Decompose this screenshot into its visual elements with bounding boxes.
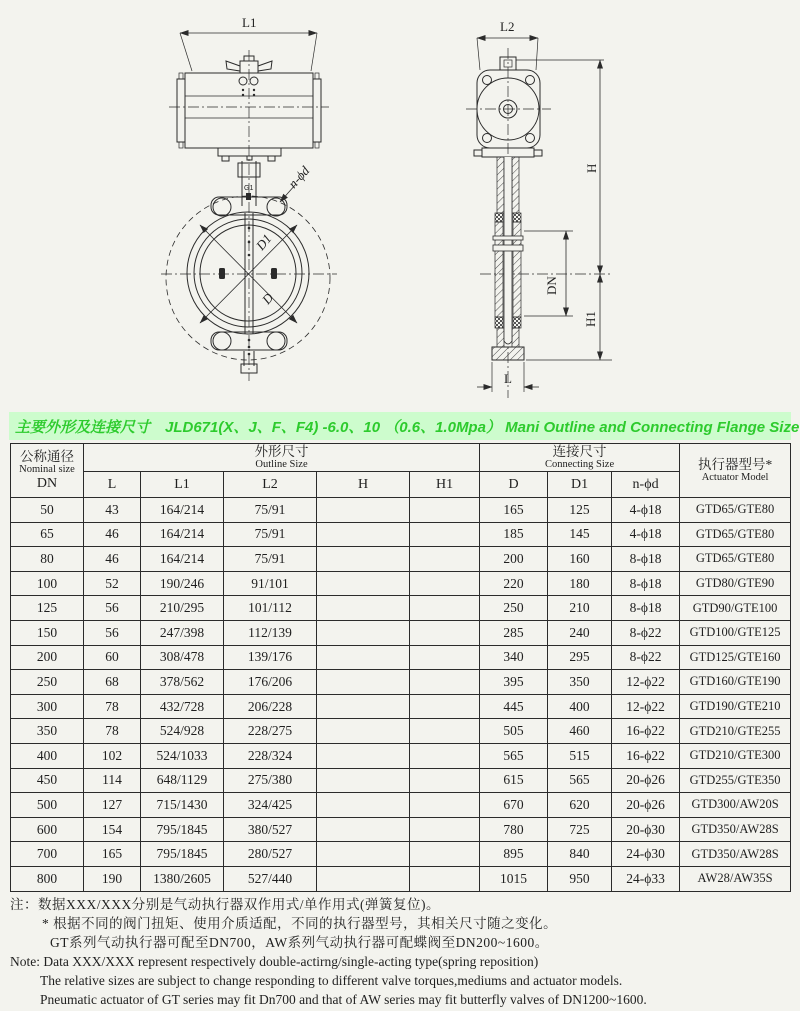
table-cell: 8-ϕ18 (612, 571, 680, 596)
table-cell (317, 522, 410, 547)
dim-label-h: H (584, 163, 599, 173)
table-cell: 378/562 (141, 670, 224, 695)
table-cell: 250 (480, 596, 548, 621)
table-cell: 16-ϕ22 (612, 719, 680, 744)
header-connecting-size (480, 444, 680, 472)
table-cell: 165 (84, 842, 141, 867)
table-cell: 324/425 (224, 793, 317, 818)
table-row (11, 596, 791, 621)
col-header-H1: H1 (410, 472, 480, 498)
table-cell: 176/206 (224, 670, 317, 695)
table-cell (410, 547, 480, 572)
header-nominal-size (11, 444, 84, 498)
note-line: GT系列气动执行器可配至DN700，AW系列气动执行器可配蝶阀至DN200~1600。 (50, 934, 549, 950)
table-cell: 91/101 (224, 571, 317, 596)
table-cell: 75/91 (224, 498, 317, 523)
table-cell (410, 719, 480, 744)
table-cell: 43 (84, 498, 141, 523)
table-cell: 75/91 (224, 522, 317, 547)
table-cell: 12-ϕ22 (612, 694, 680, 719)
table-cell: 340 (480, 645, 548, 670)
table-cell (317, 866, 410, 891)
table-cell: 164/214 (141, 498, 224, 523)
dim-label-d: D (258, 290, 277, 307)
table-cell: 165 (480, 498, 548, 523)
table-cell: 670 (480, 793, 548, 818)
table-row (11, 645, 791, 670)
table-cell: 20-ϕ26 (612, 793, 680, 818)
table-cell (317, 842, 410, 867)
table-row (11, 670, 791, 695)
col-header-D1: D1 (548, 472, 612, 498)
table-cell: 145 (548, 522, 612, 547)
note-line: Pneumatic actuator of GT series may fit Dn700 and that of AW series may fit butterfly valves of DN1200~1600. (40, 991, 647, 1007)
table-cell: 125 (548, 498, 612, 523)
table-cell (410, 620, 480, 645)
note-line: * 根据不同的阀门扭矩、使用介质适配，不同的执行器型号，其相关尺寸随之变化。 (42, 915, 558, 931)
dim-label-d1: D1 (252, 231, 275, 253)
dim-label-l2: L2 (500, 19, 515, 34)
table-cell: 725 (548, 817, 612, 842)
table-cell: 52 (84, 571, 141, 596)
table-cell (317, 547, 410, 572)
table-cell: 308/478 (141, 645, 224, 670)
table-cell (410, 793, 480, 818)
table-cell (410, 768, 480, 793)
table-row (11, 719, 791, 744)
col-header-L2: L2 (224, 472, 317, 498)
table-cell: 160 (548, 547, 612, 572)
table-cell: 125 (11, 596, 84, 621)
table-cell: 247/398 (141, 620, 224, 645)
table-cell: 1380/2605 (141, 866, 224, 891)
header-actuator-model (680, 444, 791, 498)
table-cell: GTD255/GTE350 (680, 768, 791, 793)
table-cell: 8-ϕ18 (612, 547, 680, 572)
table-cell: 275/380 (224, 768, 317, 793)
table-cell: 190/246 (141, 571, 224, 596)
table-cell: GTD210/GTE255 (680, 719, 791, 744)
table-cell: 285 (480, 620, 548, 645)
table-cell: 127 (84, 793, 141, 818)
table-row (11, 522, 791, 547)
table-cell (410, 743, 480, 768)
table-cell: 380/527 (224, 817, 317, 842)
table-cell: 460 (548, 719, 612, 744)
header-actuator-zh: 执行器型号* (697, 457, 773, 472)
section-title: 主要外形及连接尺寸 JLD671(X、J、F、F4) -6.0、10 （0.6、1.0Mpa） Mani Outline and Connecting Flange Size (9, 412, 791, 440)
dim-label-l: L (504, 371, 512, 386)
front-view (161, 15, 337, 381)
table-cell: 450 (11, 768, 84, 793)
table-row (11, 694, 791, 719)
table-cell (410, 866, 480, 891)
table-cell: 100 (11, 571, 84, 596)
header-outline-size (84, 444, 480, 472)
table-cell: GTD190/GTE210 (680, 694, 791, 719)
table-cell: GTD160/GTE190 (680, 670, 791, 695)
table-cell: 20-ϕ30 (612, 817, 680, 842)
table-cell (317, 793, 410, 818)
table-cell: 565 (480, 743, 548, 768)
table-row (11, 620, 791, 645)
table-cell: GTD65/GTE80 (680, 498, 791, 523)
table-cell (410, 670, 480, 695)
col-header-L1: L1 (141, 472, 224, 498)
table-cell: 112/139 (224, 620, 317, 645)
note-line: 注：数据XXX/XXX分别是气动执行器双作用式/单作用式(弹簧复位)。 (10, 896, 440, 912)
table-cell: 795/1845 (141, 842, 224, 867)
table-cell: 295 (548, 645, 612, 670)
table-cell (317, 768, 410, 793)
table-cell (410, 498, 480, 523)
table-cell: 280/527 (224, 842, 317, 867)
table-cell: 164/214 (141, 547, 224, 572)
table-cell: 20-ϕ26 (612, 768, 680, 793)
table-cell (317, 670, 410, 695)
table-cell (410, 571, 480, 596)
table-cell (410, 522, 480, 547)
table-row (11, 571, 791, 596)
table-cell (317, 620, 410, 645)
table-cell: 68 (84, 670, 141, 695)
table-cell: 565 (548, 768, 612, 793)
table-cell (317, 645, 410, 670)
table-cell: GTD300/AW20S (680, 793, 791, 818)
table-cell: 400 (548, 694, 612, 719)
table-row (11, 547, 791, 572)
table-cell: 65 (11, 522, 84, 547)
table-cell: 8-ϕ22 (612, 620, 680, 645)
table-cell: 840 (548, 842, 612, 867)
table-cell: 50 (11, 498, 84, 523)
table-cell: GTD350/AW28S (680, 842, 791, 867)
table-cell: 780 (480, 817, 548, 842)
table-cell: 1015 (480, 866, 548, 891)
side-view (466, 19, 612, 398)
table-row (11, 817, 791, 842)
technical-drawings (0, 0, 800, 410)
header-connecting-zh: 连接尺寸 (552, 444, 607, 459)
col-header-D: D (480, 472, 548, 498)
table-cell: GTD350/AW28S (680, 817, 791, 842)
table-cell: 500 (11, 793, 84, 818)
dim-label-g1: G1 (244, 185, 254, 192)
note-line: The relative sizes are subject to change responding to different valve torques,mediums and actuator models. (40, 972, 623, 988)
table-cell: 700 (11, 842, 84, 867)
table-cell (410, 645, 480, 670)
col-header-n-phi-d: n-ϕd (612, 472, 680, 498)
dim-label-dn: DN (544, 276, 559, 295)
table-cell: 895 (480, 842, 548, 867)
table-cell: 350 (548, 670, 612, 695)
table-cell: 154 (84, 817, 141, 842)
dim-label-n-phi-d: n-ϕd (285, 163, 313, 192)
notes (10, 895, 790, 1009)
table-cell: 164/214 (141, 522, 224, 547)
table-cell: 46 (84, 547, 141, 572)
table-cell (317, 694, 410, 719)
table-cell: 8-ϕ22 (612, 645, 680, 670)
table-cell: 250 (11, 670, 84, 695)
table-cell: 648/1129 (141, 768, 224, 793)
table-cell: 4-ϕ18 (612, 498, 680, 523)
table-row (11, 768, 791, 793)
table-cell: 524/1033 (141, 743, 224, 768)
table-cell: 101/112 (224, 596, 317, 621)
table-cell: 395 (480, 670, 548, 695)
table-cell (317, 817, 410, 842)
table-cell: 220 (480, 571, 548, 596)
table-cell: 228/275 (224, 719, 317, 744)
table-cell: 60 (84, 645, 141, 670)
table-cell: 180 (548, 571, 612, 596)
table-cell (410, 596, 480, 621)
table-cell: 80 (11, 547, 84, 572)
table-cell: 210 (548, 596, 612, 621)
table-cell: 620 (548, 793, 612, 818)
note-line: Note: Data XXX/XXX represent respectively double-actirng/single-acting type(spring reposition) (10, 953, 539, 969)
table-cell: GTD80/GTE90 (680, 571, 791, 596)
table-row (11, 743, 791, 768)
table-cell: 206/228 (224, 694, 317, 719)
table-cell: 12-ϕ22 (612, 670, 680, 695)
table-cell: GTD90/GTE100 (680, 596, 791, 621)
table-cell: 615 (480, 768, 548, 793)
header-nominal-zh: 公称通径 (20, 449, 74, 464)
table-cell: 350 (11, 719, 84, 744)
table-cell: 190 (84, 866, 141, 891)
table-cell: 46 (84, 522, 141, 547)
col-header-L: L (84, 472, 141, 498)
table-cell: 800 (11, 866, 84, 891)
header-actuator-en: Actuator Model (701, 472, 769, 483)
table-cell: 4-ϕ18 (612, 522, 680, 547)
spec-table (10, 443, 791, 892)
table-cell: 715/1430 (141, 793, 224, 818)
table-cell: 505 (480, 719, 548, 744)
header-connecting-en: Connecting Size (545, 459, 615, 470)
header-outline-en: Outline Size (255, 459, 308, 470)
table-cell: 102 (84, 743, 141, 768)
table-row (11, 498, 791, 523)
table-cell: 200 (11, 645, 84, 670)
table-cell: GTD65/GTE80 (680, 522, 791, 547)
table-cell: 24-ϕ30 (612, 842, 680, 867)
table-row (11, 793, 791, 818)
table-cell: AW28/AW35S (680, 866, 791, 891)
table-cell: GTD210/GTE300 (680, 743, 791, 768)
table-cell: 24-ϕ33 (612, 866, 680, 891)
table-cell: 300 (11, 694, 84, 719)
table-cell: 56 (84, 596, 141, 621)
table-cell (317, 498, 410, 523)
table-cell: 75/91 (224, 547, 317, 572)
header-nominal-en: Nominal size (19, 464, 75, 475)
table-cell (410, 842, 480, 867)
table-cell: 228/324 (224, 743, 317, 768)
table-row (11, 866, 791, 891)
table-cell: 515 (548, 743, 612, 768)
table-cell (317, 571, 410, 596)
table-cell: 114 (84, 768, 141, 793)
table-row (11, 842, 791, 867)
table-cell: GTD125/GTE160 (680, 645, 791, 670)
header-outline-zh: 外形尺寸 (254, 444, 309, 459)
table-cell: 950 (548, 866, 612, 891)
table-cell: GTD100/GTE125 (680, 620, 791, 645)
table-cell: 78 (84, 694, 141, 719)
dim-label-h1: H1 (583, 311, 598, 327)
table-cell (410, 817, 480, 842)
header-nominal-dn: DN (36, 476, 58, 491)
table-cell: 185 (480, 522, 548, 547)
table-cell: 445 (480, 694, 548, 719)
table-cell: GTD65/GTE80 (680, 547, 791, 572)
table-cell: 210/295 (141, 596, 224, 621)
table-cell: 527/440 (224, 866, 317, 891)
table-cell: 150 (11, 620, 84, 645)
table-cell: 600 (11, 817, 84, 842)
table-cell: 524/928 (141, 719, 224, 744)
table-cell: 56 (84, 620, 141, 645)
spec-table-body (11, 498, 791, 892)
table-cell: 16-ϕ22 (612, 743, 680, 768)
col-header-H: H (317, 472, 410, 498)
table-cell (317, 743, 410, 768)
table-cell: 139/176 (224, 645, 317, 670)
table-cell: 432/728 (141, 694, 224, 719)
dim-label-l1: L1 (242, 15, 257, 30)
table-cell (317, 719, 410, 744)
table-cell (317, 596, 410, 621)
table-cell: 795/1845 (141, 817, 224, 842)
table-cell (410, 694, 480, 719)
table-cell: 240 (548, 620, 612, 645)
table-cell: 8-ϕ18 (612, 596, 680, 621)
table-cell: 200 (480, 547, 548, 572)
table-cell: 78 (84, 719, 141, 744)
table-cell: 400 (11, 743, 84, 768)
